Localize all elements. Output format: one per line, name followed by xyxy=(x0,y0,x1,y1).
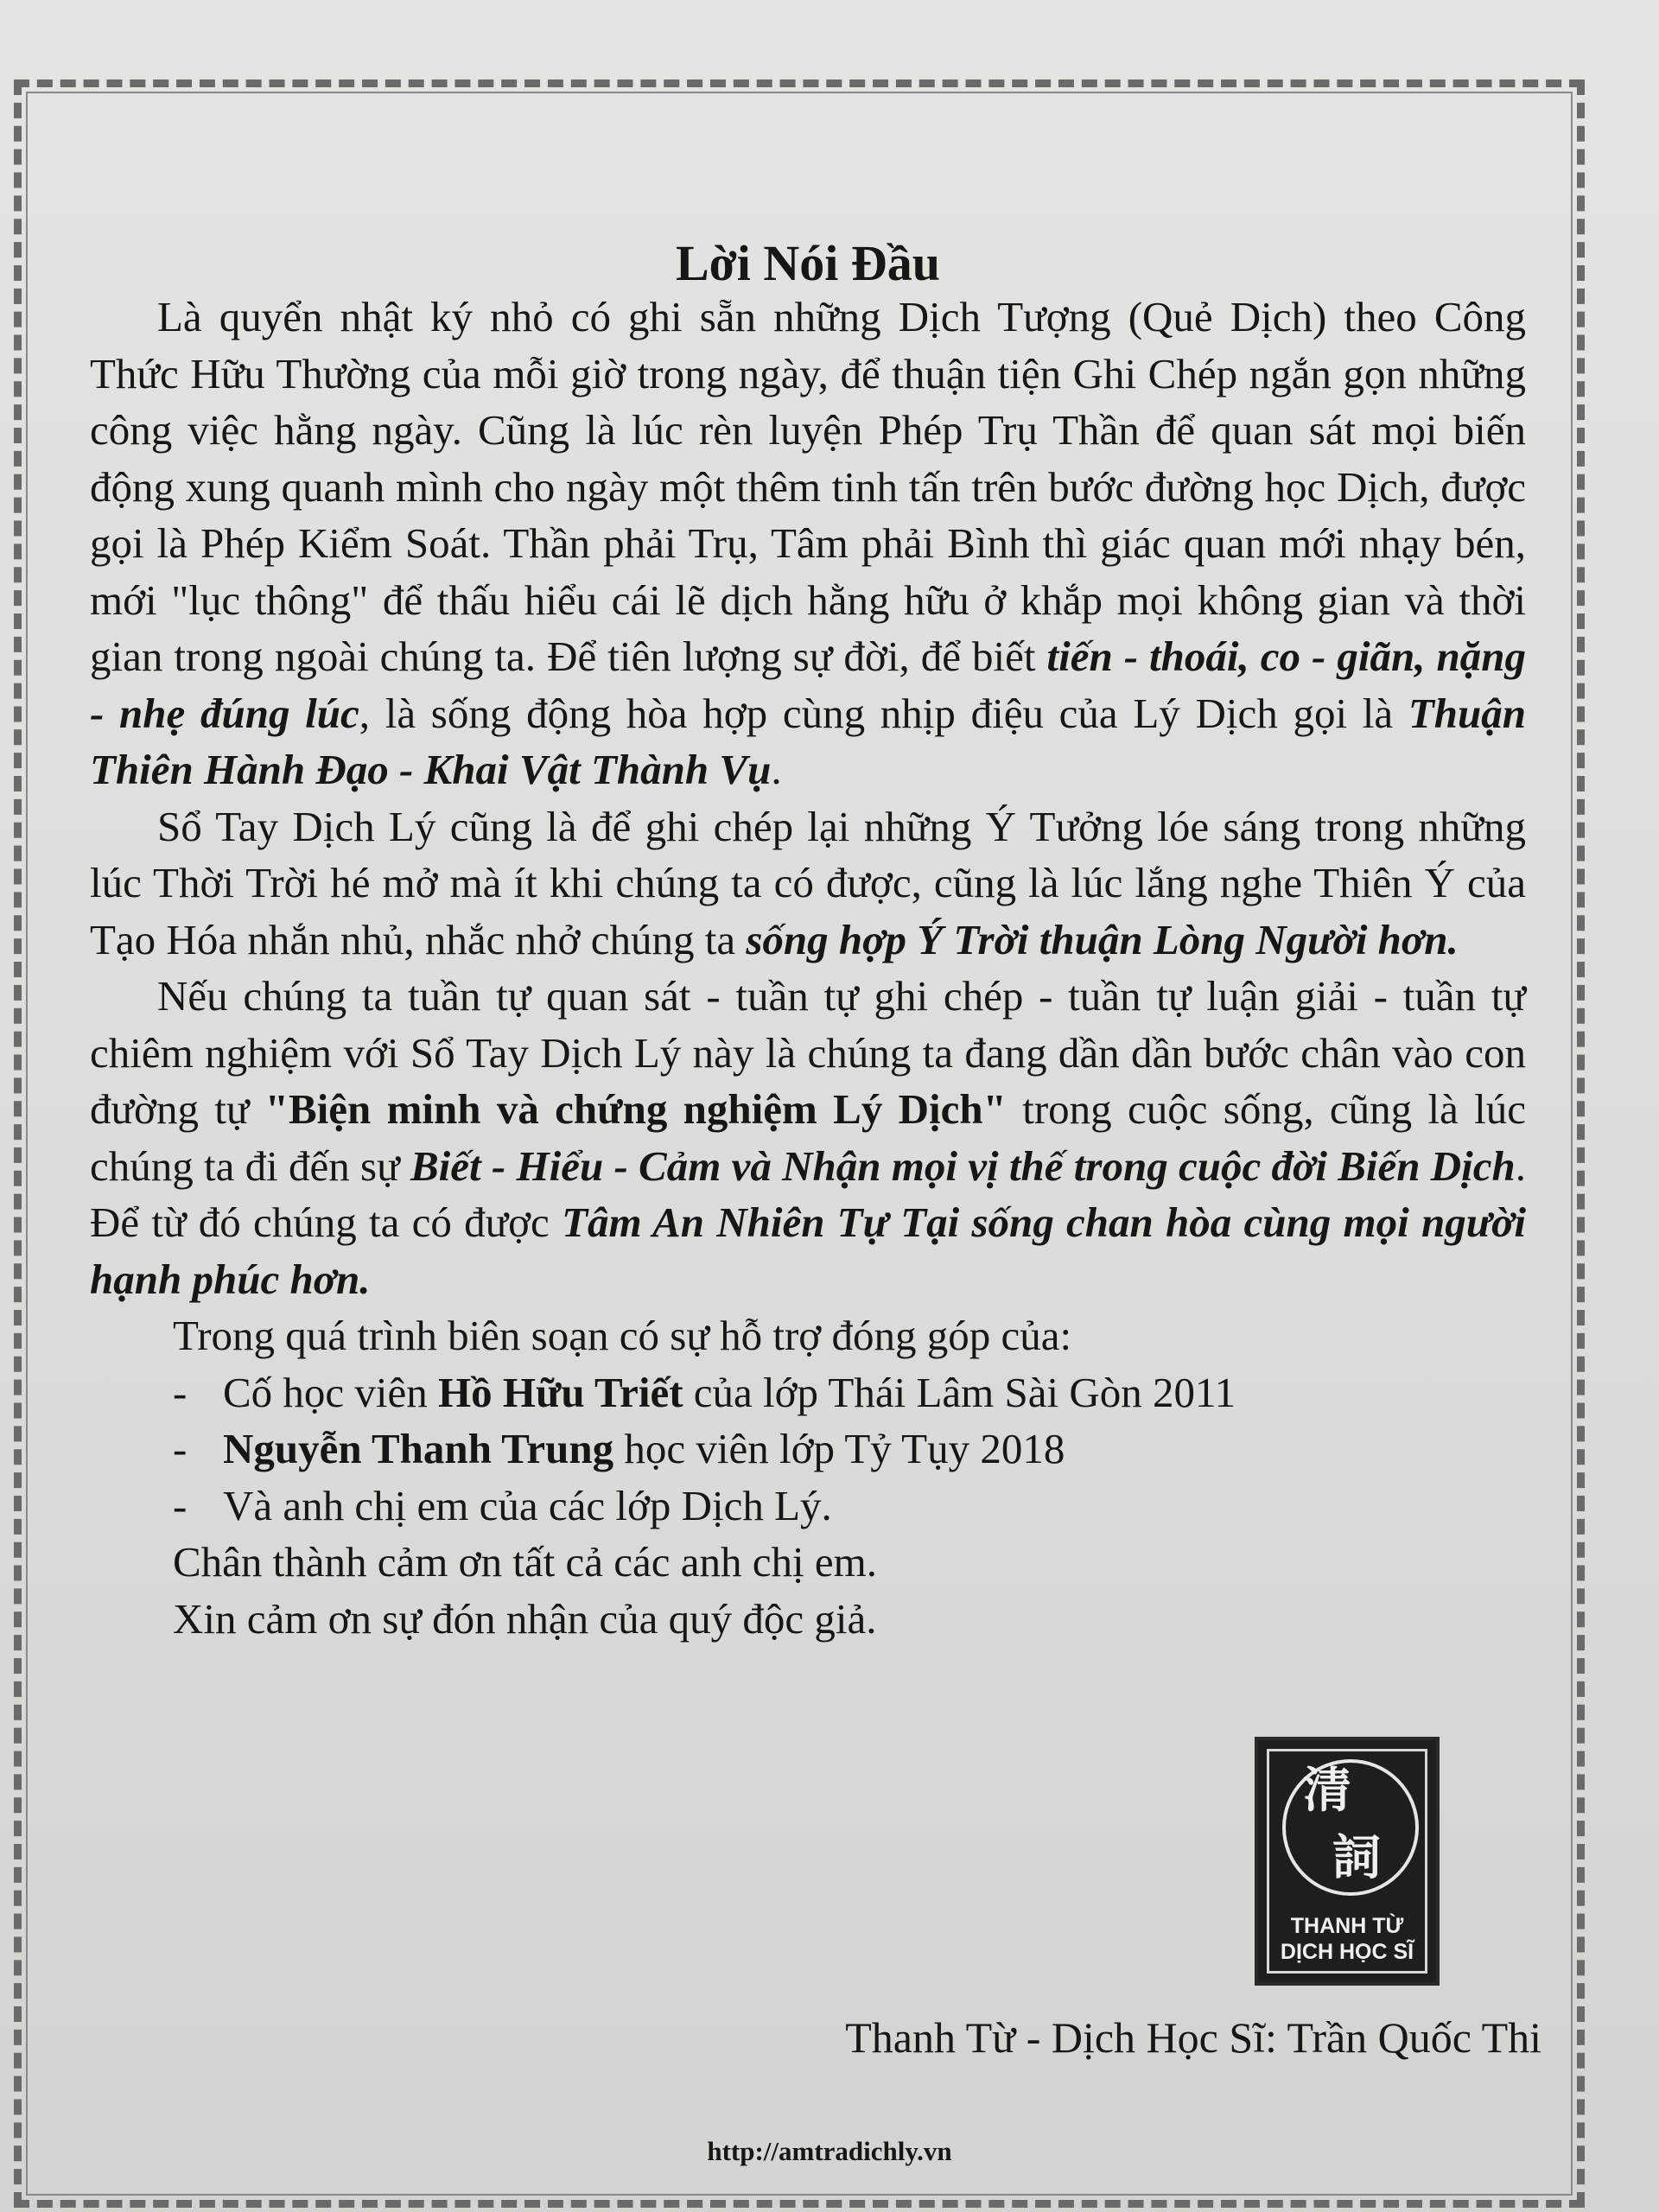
credit-name: Nguyễn Thanh Trung xyxy=(223,1425,614,1472)
paragraph-3-text-2: trong cuộc sống, cũng là lúc chúng ta đi đến sự xyxy=(90,1085,1527,1190)
page-title: Lời Nói Đầu xyxy=(675,235,941,291)
list-dash: - xyxy=(173,1368,188,1416)
paragraph-2 xyxy=(90,798,1526,969)
paragraph-2-text: Sổ Tay Dịch Lý cũng là để ghi chép lại những Ý Tưởng lóe sáng trong những lúc Thời Trời hé mở mà ít khi chúng ta có được, cũng là lúc lắng nghe Thiên Ý của Tạo Hóa nhắn nhủ, nhắc nhở chúng ta xyxy=(90,802,1526,963)
list-dash: - xyxy=(173,1425,188,1472)
credit-item xyxy=(90,1421,1526,1478)
thanks-line-2: Xin cảm ơn sự đón nhận của quý độc giả. xyxy=(173,1594,877,1643)
seal-label-1: THANH TỪ xyxy=(1290,1914,1404,1938)
seal-label-2: DỊCH HỌC SĨ xyxy=(1280,1940,1414,1964)
credit-text xyxy=(223,1364,1236,1421)
paragraph-3-bold: "Biện minh và chứng nghiệm Lý Dịch" xyxy=(264,1085,1007,1133)
seal-character-2: 詞 xyxy=(1332,1829,1381,1886)
paragraph-1-emphasis-1: tiến - thoái, co - giãn, nặng - nhẹ đúng lúc xyxy=(90,632,1526,737)
credit-suffix: của lớp Thái Lâm Sài Gòn 2011 xyxy=(683,1368,1236,1416)
credit-prefix: Cố học viên xyxy=(223,1368,439,1416)
paragraph-1-text-3: . xyxy=(771,746,782,793)
credit-item xyxy=(90,1364,1526,1421)
contributors-intro: Trong quá trình biên soạn có sự hỗ trợ đóng góp của: xyxy=(173,1312,1072,1359)
paragraph-3-emphasis-2: Tâm An Nhiên Tự Tại sống chan hòa cùng mọi người hạnh phúc hơn. xyxy=(90,1198,1526,1303)
credit-prefix: Và anh chị em của các lớp Dịch Lý. xyxy=(223,1481,832,1529)
thanks-line-1: Chân thành cảm ơn tất cả các anh chị em. xyxy=(173,1538,878,1586)
paragraph-2-emphasis: sống hợp Ý Trời thuận Lòng Người hơn. xyxy=(746,915,1459,963)
paragraph-1-text: Là quyển nhật ký nhỏ có ghi sẵn những Dịch Tượng (Quẻ Dịch) theo Công Thức Hữu Thường của mỗi giờ trong ngày, để thuận tiện Ghi Chép ngắn gọn những công việc hằng ngày. Cũng là lúc rèn luyện Phép Trụ Thần để quan sát mọi biến động xung quanh mình cho ngày một thêm tinh tấn trên bước đường học Dịch, được gọi là Phép Kiểm Soát. Thần phải Trụ, Tâm phải Bình thì giác quan mới nhạy bén, mới "lục thông" để thấu hiểu cái lẽ dịch hằng hữu ở khắp mọi không gian và thời gian trong ngoài chúng ta. Để tiên lượng sự đời, để biết xyxy=(90,293,1526,680)
paragraph-1-text-2: , là sống động hòa hợp cùng nhịp điệu của Lý Dịch gọi là xyxy=(359,689,1394,737)
foreword-body xyxy=(90,233,1526,1647)
credit-item xyxy=(90,1478,1526,1535)
credit-text xyxy=(223,1421,1065,1478)
paragraph-3-text-3: . Để từ đó chúng ta có được xyxy=(90,1141,1527,1246)
credit-suffix: học viên lớp Tỷ Tụy 2018 xyxy=(613,1425,1065,1472)
paragraph-1-emphasis-2: Thuận Thiên Hành Đạo - Khai Vật Thành Vụ xyxy=(90,689,1527,793)
list-dash: - xyxy=(173,1481,188,1529)
credit-name: Hồ Hữu Triết xyxy=(438,1368,683,1416)
credit-text xyxy=(223,1478,832,1535)
author-signature: Thanh Từ - Dịch Học Sĩ: Trần Quốc Thi xyxy=(845,2013,1541,2062)
paragraph-3-text: Nếu chúng ta tuần tự quan sát - tuần tự ghi chép - tuần tự luận giải - tuần tự chiêm nghiệm với Sổ Tay Dịch Lý này là chúng ta đang dần dần bước chân vào con đường tự xyxy=(90,972,1526,1133)
seal-character-1: 清 xyxy=(1303,1762,1351,1819)
author-seal xyxy=(1255,1737,1440,1986)
paragraph-1 xyxy=(90,289,1526,798)
paragraph-3 xyxy=(90,968,1526,1307)
footer-url: http://amtradichly.vn xyxy=(707,2136,952,2166)
paragraph-3-emphasis-1: Biết - Hiểu - Cảm và Nhận mọi vị thế trong cuộc đời Biến Dịch xyxy=(410,1141,1516,1190)
